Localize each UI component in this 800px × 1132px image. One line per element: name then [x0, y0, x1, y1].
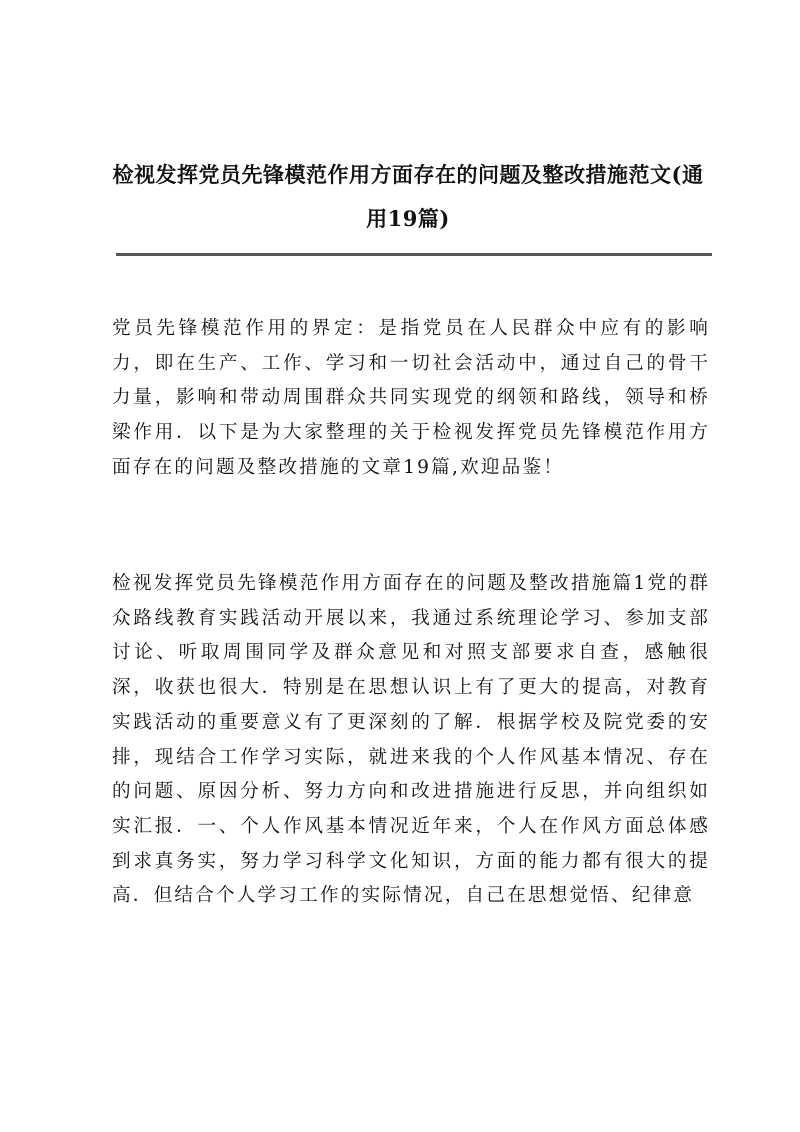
intro-paragraph: 党员先锋模范作用的界定：是指党员在人民群众中应有的影响力，即在生产、工作、学习和一切社会活动中，通过自己的骨干力量，影响和带动周围群众共同实现党的纲领和路线，领导和桥梁作用．以下是为大家整理的关于检视发挥党员先锋模范作用方面存在的问题及整改措施的文章19篇,欢迎品鉴！ [112, 318, 710, 478]
body-paragraph: 检视发挥党员先锋模范作用方面存在的问题及整改措施篇1党的群众路线教育实践活动开展以来，我通过系统理论学习、参加支部讨论、听取周围同学及群众意见和对照支部要求自查，感触很深，收获也很大．特别是在思想认识上有了更大的提高，对教育实践活动的重要意义有了更深刻的了解．根据学校及院党委的安排，现结合工作学习实际，就进来我的个人作风基本情况、存在的问题、原因分析、努力方向和改进措施进行反思，并向组织如实汇报．一、个人作风基本情况近年来，个人在作风方面总体感到求真务实，努力学习科学文化知识，方面的能力都有很大的提高．但结合个人学习工作的实际情况，自己在思想觉悟、纪律意 [112, 573, 710, 907]
title-divider [116, 253, 712, 256]
document-title: 检视发挥党员先锋模范作用方面存在的问题及整改措施范文(通用19篇) [112, 162, 704, 231]
